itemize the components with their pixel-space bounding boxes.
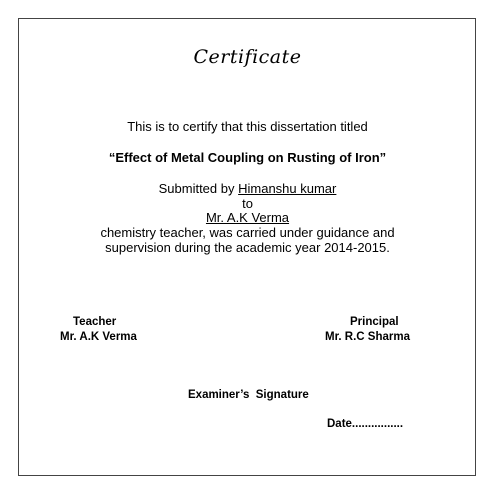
date-label: Date................	[327, 418, 404, 430]
guide-name: Mr. A.K Verma	[205, 210, 290, 225]
principal-role: Principal	[350, 316, 399, 328]
examiner-signature-label: Examiner’s Signature	[188, 389, 309, 401]
body-line-2: supervision during the academic year 2014-2015.	[105, 240, 390, 255]
submitted-by-label: Submitted by	[158, 181, 239, 196]
submitted-by-line	[0, 181, 495, 197]
principal-name: Mr. R.C Sharma	[325, 331, 410, 343]
intro-text: This is to certify that this dissertation titled	[127, 119, 368, 134]
dissertation-title: “Effect of Metal Coupling on Rusting of Iron”	[108, 150, 387, 165]
body-line-1: chemistry teacher, was carried under guidance and	[100, 225, 395, 240]
teacher-name: Mr. A.K Verma	[60, 331, 137, 343]
to-label: to	[242, 196, 253, 211]
student-name: Himanshu kumar	[238, 181, 337, 196]
teacher-role: Teacher	[73, 316, 117, 328]
certificate-title: Certificate	[193, 46, 302, 68]
